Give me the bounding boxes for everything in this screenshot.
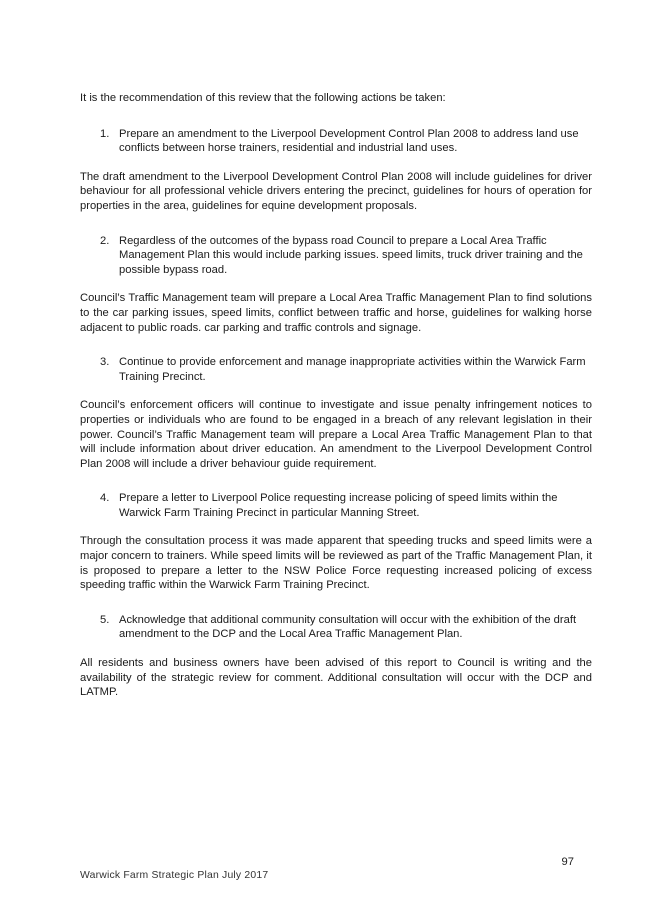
action-detail-2: Council’s Traffic Management team will prepare a Local Area Traffic Management Plan to find solutions to the car parking issues, speed limits, conflict between traffic and horse, guidelines for walking horse adjacent to public roads. car parking and traffic controls and signage. bbox=[80, 292, 592, 334]
intro-paragraph: It is the recommendation of this review that the following actions be taken: bbox=[80, 92, 446, 104]
action-detail-1: The draft amendment to the Liverpool Development Control Plan 2008 will include guidelines for driver behaviour for all professional vehicle drivers entering the precinct, guidelines for hours of operation for properties in the area, guidelines for equine development proposals. bbox=[80, 170, 592, 212]
action-item-4 bbox=[100, 491, 592, 520]
action-detail-4: Through the consultation process it was made apparent that speeding trucks and speed limits were a major concern to trainers. While speed limits will be reviewed as part of the Traffic Management Plan, it is proposed to prepare a letter to the NSW Police Force requesting increased policing of excess speeding traffic within the Warwick Farm Training Precinct. bbox=[80, 535, 592, 592]
action-number: 2. bbox=[100, 234, 110, 247]
action-detail-3: Council’s enforcement officers will continue to investigate and issue penalty infringement notices to properties or individuals who are found to be engaged in a breach of any relevant legislation in their power. Council’s Traffic Management team will prepare a Local Area Traffic Management Plan to that will include information about driver education. An amendment to the Liverpool Development Control Plan 2008 will include a driver behaviour guide requirement. bbox=[80, 399, 592, 470]
page-body bbox=[80, 91, 592, 720]
footer-document-title: Warwick Farm Strategic Plan July 2017 bbox=[80, 870, 269, 881]
action-text: Prepare a letter to Liverpool Police requesting increase policing of speed limits within the Warwick Farm Training Precinct in particular Manning Street. bbox=[119, 492, 558, 519]
page-number: 97 bbox=[561, 856, 574, 868]
action-detail-5: All residents and business owners have been advised of this report to Council is writing and the availability of the strategic review for comment. Additional consultation will occur with the DCP and LATMP. bbox=[80, 657, 592, 699]
action-item-3 bbox=[100, 355, 592, 384]
action-item-1 bbox=[100, 127, 592, 156]
action-text: Acknowledge that additional community consultation will occur with the exhibition of the draft amendment to the DCP and the Local Area Traffic Management Plan. bbox=[119, 613, 577, 641]
action-item-2 bbox=[100, 234, 592, 278]
action-item-5 bbox=[100, 613, 592, 642]
action-number: 5. bbox=[100, 613, 110, 626]
action-text: Prepare an amendment to the Liverpool Development Control Plan 2008 to address land use conflicts between horse trainers, residential and industrial land uses. bbox=[119, 127, 579, 155]
action-number: 1. bbox=[100, 127, 110, 140]
action-number: 4. bbox=[100, 492, 110, 505]
action-number: 3. bbox=[100, 356, 110, 369]
action-text: Regardless of the outcomes of the bypass road Council to prepare a Local Area Traffic Management Plan this would include parking issues. speed limits, truck driver training and the possible bypass road. bbox=[119, 234, 583, 276]
action-text: Continue to provide enforcement and manage inappropriate activities within the Warwick Farm Training Precinct. bbox=[119, 356, 586, 383]
